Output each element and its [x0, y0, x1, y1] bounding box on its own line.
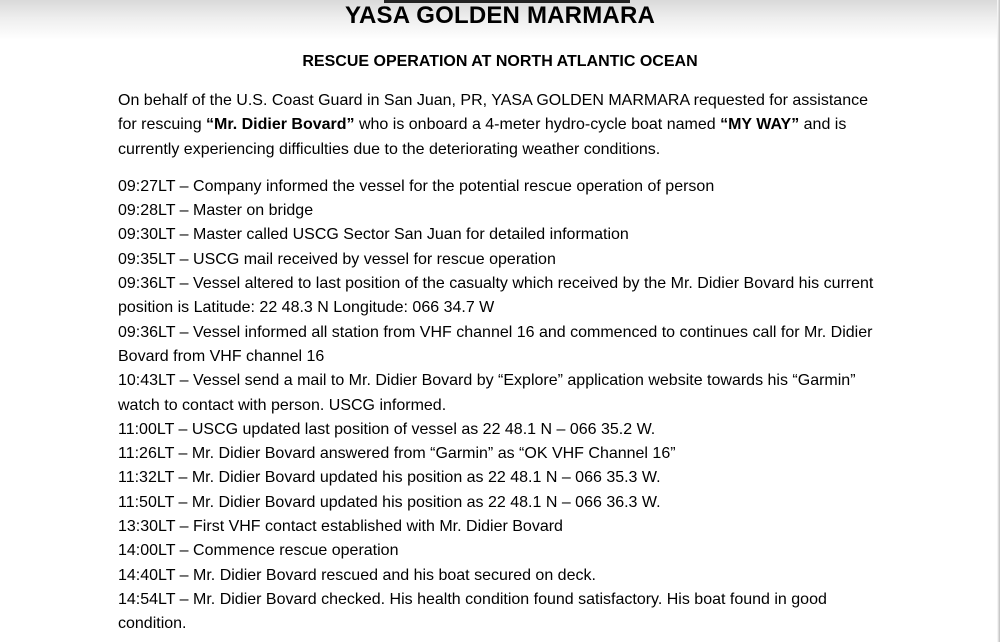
- event-timeline: [118, 175, 888, 637]
- entry-separator: –: [175, 202, 194, 220]
- intro-text-2: who is onboard a 4-meter hydro-cycle boat named: [354, 116, 721, 134]
- timeline-entry: [118, 175, 888, 199]
- rescued-person-name: “Mr. Didier Bovard”: [206, 116, 355, 134]
- entry-separator: –: [175, 250, 194, 268]
- entry-separator: –: [175, 542, 194, 560]
- timeline-entry: [118, 588, 888, 637]
- document-body: [118, 89, 888, 637]
- entry-text: Vessel altered to last position of the casualty which received by the Mr. Didier Bovard his current position is Latitude: 22 48.3 N Longitude: 066 34.7 W: [118, 275, 874, 317]
- entry-text: USCG mail received by vessel for rescue operation: [193, 250, 556, 268]
- timeline-entry: [118, 369, 888, 418]
- entry-separator: –: [175, 226, 194, 244]
- entry-time: 09:30LT: [118, 226, 176, 244]
- timeline-entry: [118, 199, 888, 223]
- timeline-entry: [118, 466, 888, 490]
- timeline-entry: [118, 515, 888, 539]
- entry-time: 14:54LT: [118, 590, 176, 608]
- timeline-entry: [118, 564, 888, 588]
- entry-separator: –: [175, 275, 194, 293]
- entry-time: 09:27LT: [118, 177, 176, 195]
- entry-separator: –: [175, 518, 194, 536]
- timeline-entry: [118, 223, 888, 247]
- intro-text-3: and is currently experiencing difficulties due to the deteriorating weather conditions.: [118, 116, 847, 158]
- entry-separator: –: [175, 566, 194, 584]
- entry-time: 11:26LT: [118, 445, 175, 463]
- entry-text: Mr. Didier Bovard updated his position as 22 48.1 N – 066 35.3 W.: [191, 469, 661, 487]
- entry-time: 13:30LT: [118, 518, 176, 536]
- entry-time: 11:32LT: [118, 469, 175, 487]
- entry-text: Company informed the vessel for the potential rescue operation of person: [193, 177, 715, 195]
- timeline-entry: [118, 248, 888, 272]
- entry-time: 09:28LT: [118, 202, 176, 220]
- entry-separator: –: [174, 493, 192, 511]
- entry-time: 09:35LT: [118, 250, 176, 268]
- entry-text: Mr. Didier Bovard answered from “Garmin” as “OK VHF Channel 16”: [191, 445, 676, 463]
- entry-separator: –: [175, 177, 194, 195]
- timeline-entry: [118, 321, 888, 370]
- entry-separator: –: [175, 590, 194, 608]
- intro-paragraph: [118, 89, 888, 162]
- entry-text: Master called USCG Sector San Juan for detailed information: [193, 226, 629, 244]
- timeline-entry: [118, 272, 888, 321]
- entry-separator: –: [175, 372, 194, 390]
- entry-text: Mr. Didier Bovard rescued and his boat secured on deck.: [193, 566, 596, 584]
- document-subtitle: RESCUE OPERATION AT NORTH ATLANTIC OCEAN: [302, 53, 698, 70]
- entry-time: 14:40LT: [118, 566, 176, 584]
- entry-text: Commence rescue operation: [193, 542, 399, 560]
- document-title: YASA GOLDEN MARMARA: [344, 2, 656, 29]
- entry-time: 11:00LT: [118, 420, 175, 438]
- entry-text: Mr. Didier Bovard checked. His health condition found satisfactory. His boat found in good condition.: [118, 590, 827, 633]
- timeline-entry: [118, 539, 888, 563]
- entry-time: 14:00LT: [118, 542, 176, 560]
- entry-text: USCG updated last position of vessel as 22 48.1 N – 066 35.2 W.: [191, 420, 656, 438]
- timeline-entry: [118, 442, 888, 466]
- entry-separator: –: [174, 420, 192, 438]
- entry-separator: –: [175, 323, 194, 341]
- entry-text: Mr. Didier Bovard updated his position as 22 48.1 N – 066 36.3 W.: [191, 493, 661, 511]
- entry-time: 10:43LT: [118, 372, 176, 390]
- entry-time: 09:36LT: [118, 323, 176, 341]
- entry-time: 09:36LT: [118, 275, 176, 293]
- entry-text: Vessel informed all station from VHF channel 16 and commenced to continues call for Mr. Didier Bovard from VHF channel 16: [118, 323, 873, 365]
- entry-separator: –: [174, 469, 192, 487]
- timeline-entry: [118, 491, 888, 515]
- timeline-entry: [118, 418, 888, 442]
- entry-text: First VHF contact established with Mr. Didier Bovard: [193, 518, 563, 536]
- entry-text: Vessel send a mail to Mr. Didier Bovard by “Explore” application website towards his “Garmin” watch to contact with person. USCG informed.: [118, 372, 856, 414]
- entry-separator: –: [174, 445, 192, 463]
- entry-time: 11:50LT: [118, 493, 175, 511]
- intro-text-1: On behalf of the U.S. Coast Guard in San Juan, PR, YASA GOLDEN MARMARA requested for assistance for rescuing: [118, 92, 868, 134]
- entry-text: Master on bridge: [193, 202, 314, 220]
- boat-name: “MY WAY”: [720, 116, 800, 134]
